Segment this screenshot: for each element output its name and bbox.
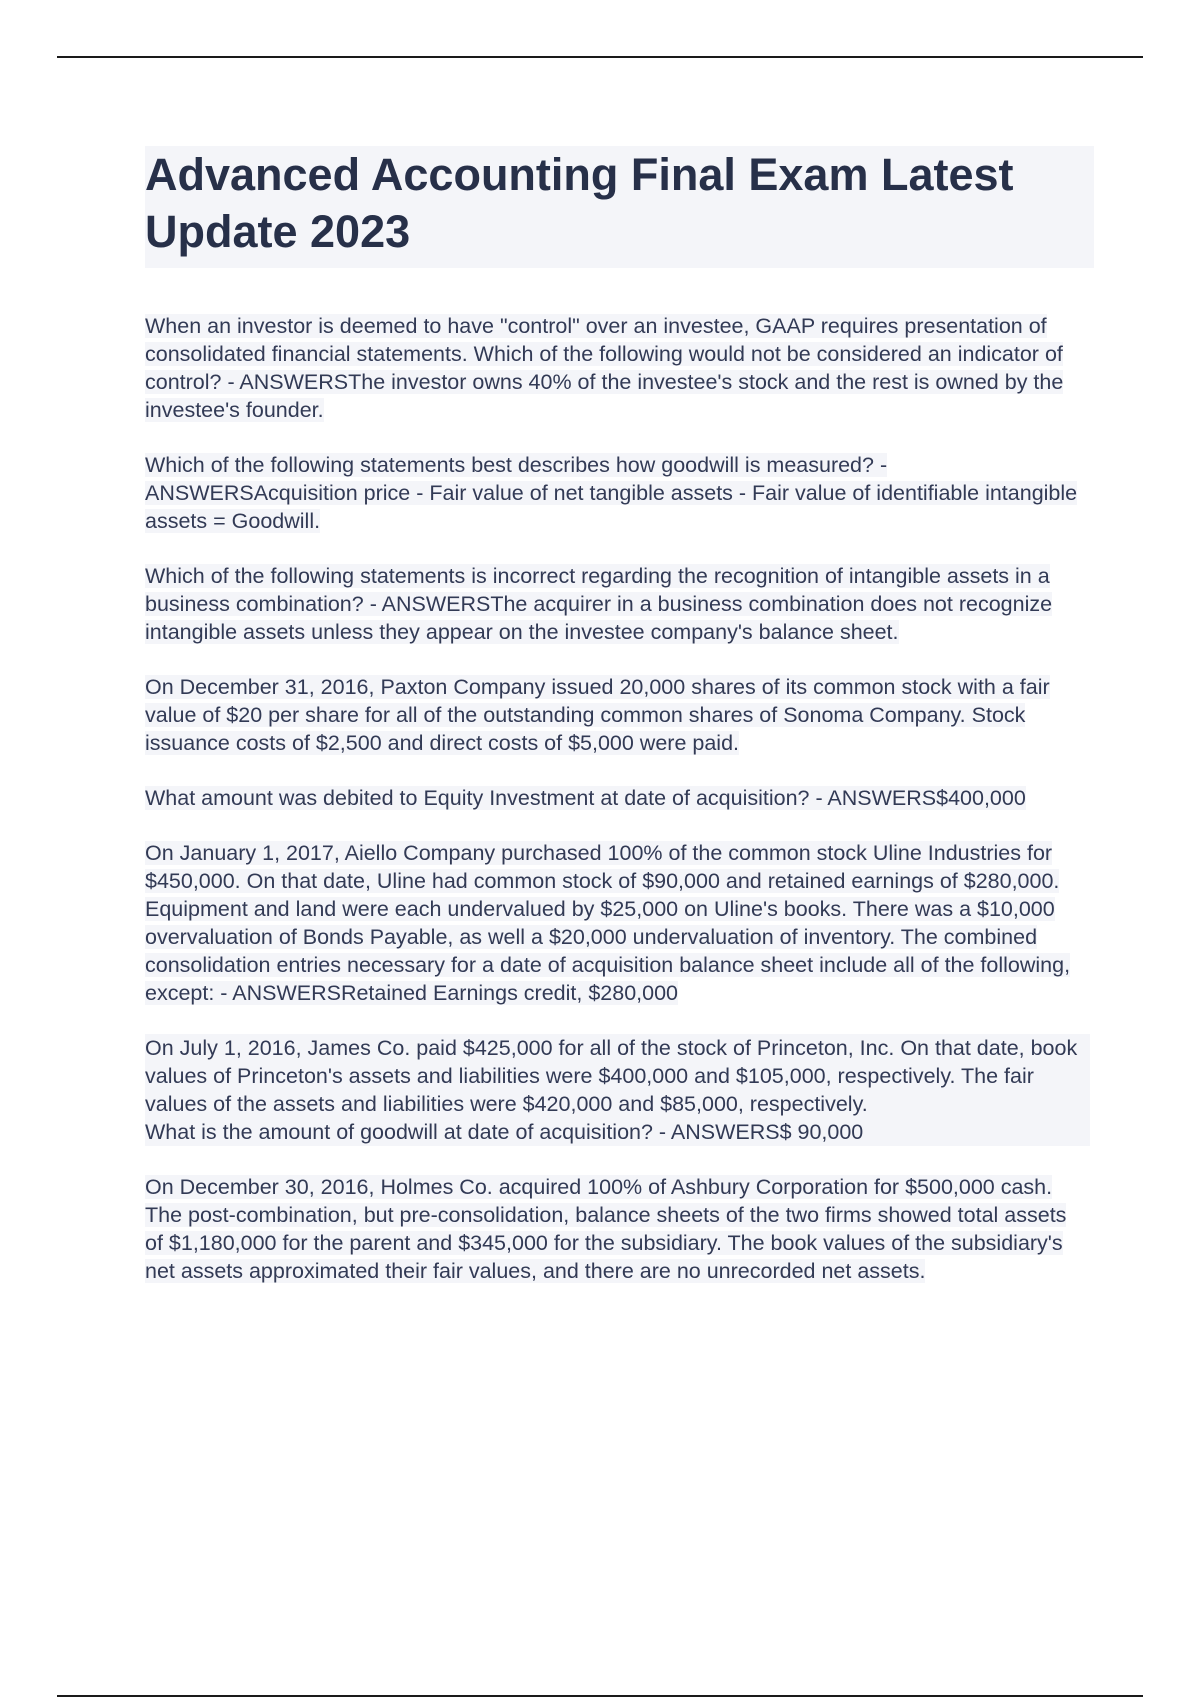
qa-entry-equity-investment <box>145 784 1090 812</box>
qa-entry-intangible-assets <box>145 562 1090 646</box>
qa-entry-text: Which of the following statements best describes how goodwill is measured? - ANSWERSAcquisition price - Fair value of net tangible assets - Fair value of identifiable intangible assets = Goodwill. <box>145 453 1078 533</box>
footer-rule <box>57 1695 1143 1697</box>
document-title: Advanced Accounting Final Exam Latest Update 2023 <box>145 149 1014 257</box>
qa-entry-text: When an investor is deemed to have "control" over an investee, GAAP requires presentation of consolidated financial statements. Which of the following would not be considered an indicator of control? - ANSWERSThe investor owns 40% of the investee's stock and the rest is owned by the investee's founder. <box>145 314 1064 422</box>
title-block <box>145 146 1094 268</box>
qa-entry-paxton-scenario <box>145 673 1090 757</box>
qa-entry-princeton <box>145 1034 1090 1146</box>
qa-entry-holmes <box>145 1173 1090 1285</box>
qa-entry-text: Which of the following statements is incorrect regarding the recognition of intangible assets in a business combination? - ANSWERSThe acquirer in a business combination does not recognize intangible assets unless they appear on the investee company's balance sheet. <box>145 564 1053 644</box>
qa-entry-text: On December 31, 2016, Paxton Company issued 20,000 shares of its common stock with a fair value of $20 per share for all of the outstanding common shares of Sonoma Company. Stock issuance costs of $2,500 and direct costs of $5,000 were paid. <box>145 675 1050 755</box>
qa-entry-text: On December 30, 2016, Holmes Co. acquired 100% of Ashbury Corporation for $500,000 cash. The post-combination, but pre-consolidation, balance sheets of the two firms showed total assets of $1,180,000 for the parent and $345,000 for the subsidiary. The book values of the subsidiary's net assets approximated their fair values, and there are no unrecorded net assets. <box>145 1175 1067 1283</box>
qa-entry-text: What amount was debited to Equity Investment at date of acquisition? - ANSWERS$400,000 <box>145 786 1026 810</box>
qa-entry-control <box>145 312 1090 424</box>
document-body <box>145 312 1090 1312</box>
qa-entry-answer: What is the amount of goodwill at date of acquisition? - ANSWERS$ 90,000 <box>145 1118 1090 1146</box>
header-rule <box>57 56 1143 58</box>
qa-entry-goodwill-measure <box>145 451 1090 535</box>
qa-entry-text: On January 1, 2017, Aiello Company purchased 100% of the common stock Uline Industries for $450,000. On that date, Uline had common stock of $90,000 and retained earnings of $280,000. Equipment and land were each undervalued by $25,000 on Uline's books. There was a $10,000 overvaluation of Bonds Payable, as well a $20,000 undervaluation of inventory. The combined consolidation entries necessary for a date of acquisition balance sheet include all of the following, except: - ANSWERSRetained Earnings credit, $280,000 <box>145 841 1071 1005</box>
qa-entry-aiello <box>145 839 1090 1007</box>
qa-entry-text: On July 1, 2016, James Co. paid $425,000 for all of the stock of Princeton, Inc. On that date, book values of Princeton's assets and liabilities were $400,000 and $105,000, respectively. The fair values of the assets and liabilities were $420,000 and $85,000, respectively. <box>145 1034 1090 1118</box>
